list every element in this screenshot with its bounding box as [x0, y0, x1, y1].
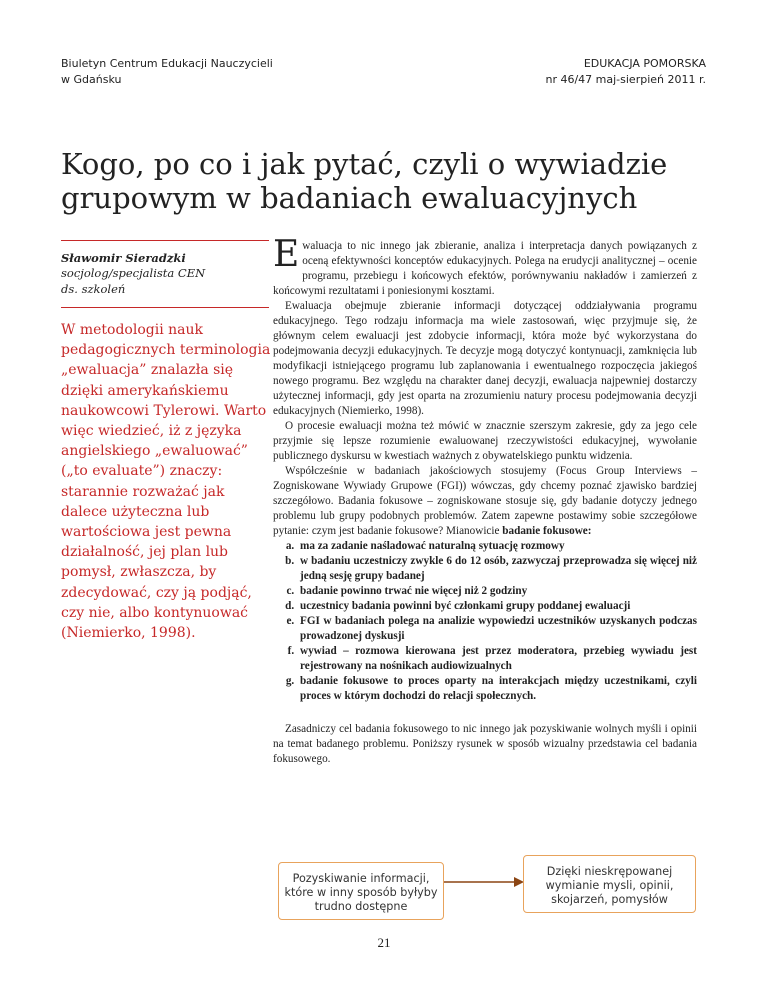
focus-list [273, 539, 697, 704]
header-journal: EDUKACJA POMORSKA [583, 57, 706, 70]
list-item: f. wywiad – rozmowa kierowana jest przez moderatora, przebieg wywiadu jest rejestrowany na nośnikach audiowizualnych [297, 644, 697, 674]
author-block [61, 240, 269, 308]
arrow-right-icon [444, 875, 524, 889]
header-city: w Gdańsku [61, 73, 122, 86]
diagram-box-left: Pozyskiwanie informacji, które w inny sposób byłyby trudno dostępne [278, 862, 444, 920]
article-title: Kogo, po co i jak pytać, czyli o wywiadzie grupowym w badaniach ewaluacyjnych [61, 147, 668, 215]
running-header-right [545, 56, 706, 88]
list-item: b. w badaniu uczestniczy zwykle 6 do 12 osób, zazwyczaj przeprowadza się więcej niż jedną sesję grupy badanej [297, 554, 697, 584]
paragraph-2: Ewaluacja obejmuje zbieranie informacji dotyczącej oddziaływania programu edukacyjnego. Tego rodzaju informacja ma wiele zastosowań, więc przyjmuje się, że głównym celem ewaluacji jest zdobycie informacji, która może być wykorzystana do podejmowania decyzji edukacyjnych. Te decyzje mogą dotyczyć kontynuacji, zamknięcia lub modyfikacji istniejącego programu lub zaplanowania i ewentualnego rozpoczęcia jakiegoś nowego programu. Bez względu na charakter danej decyzji, ewaluacja najpewniej dostarczy użytecznej informacji, gdy jest oparta na zrozumieniu natury procesu podejmowania decyzji edukacyjnych (Niemierko, 1998). [273, 300, 697, 417]
page-number: 21 [377, 935, 391, 950]
paragraph-5: Zasadniczy cel badania fokusowego to nic innego jak pozyskiwanie wolnych myśli i opinii na temat badanego problemu. Poniższy rysunek w sposób wizualny przedstawia cel badania fokusowego. [273, 723, 697, 765]
article-body [273, 234, 697, 767]
paragraph-4: Współcześnie w badaniach jakościowych stosujemy (Focus Group Interviews – Zogniskowane Wywiady Grupowe (FGI)) wówczas, gdy chcemy poznać zjawisko bardziej szczegółowo. Badania fokusowe – zogniskowane stosuje się, gdy badanie dotyczy jednego problemu lub grupy podobnych problemów. Zatem zapewne postawimy sobie szczegółowe pytanie: czym jest badanie fokusowe? Mianowicie badanie fokusowe: [273, 465, 697, 537]
list-item: e. FGI w badaniach polega na analizie wypowiedzi uczestników uzyskanych podczas prowadzonej dyskusji [297, 614, 697, 644]
running-header-left [61, 56, 273, 88]
list-item: d. uczestnicy badania powinni być członkami grupy poddanej ewaluacji [297, 599, 697, 614]
divider [61, 307, 269, 308]
author-role-2: ds. szkoleń [61, 282, 126, 296]
sidebar-quote [61, 320, 273, 643]
bold-term: badanie fokusowe: [502, 525, 592, 537]
paragraph-1: Ewaluacja to nic innego jak zbieranie, analiza i interpretacja danych powiązanych z oceną efektywności konceptów edukacyjnych. Polega na erudycji analitycznej – ocenie programu, przebiegu i końcowych efektów, porównywaniu nakładów i zamierzeń z końcowymi rezultatami i poniesionymi kosztami. [273, 234, 697, 297]
divider [61, 240, 269, 241]
list-item: a. ma za zadanie naśladować naturalną sytuację rozmowy [297, 539, 697, 554]
sidebar-quote-text: W metodologii nauk pedagogicznych terminologia „ewaluacja” znalazła się dzięki amerykańskiemu naukowcowi Tylerowi. Warto więc wiedzieć, iż z języka angielskiego „ewaluować” („to evaluate”) znaczy: starannie rozważać jak dalece użyteczna lub wartościowa jest pewna działalność, jej plan lub pomysł, zwłaszcza, by zdecydować, czy ją podjąć, czy nie, albo kontynuować (Niemierko, 1998). [61, 322, 271, 642]
list-item: c. badanie powinno trwać nie więcej niż 2 godziny [297, 584, 697, 599]
author-name: Sławomir Sieradzki [61, 251, 186, 265]
header-publication: Biuletyn Centrum Edukacji Nauczycieli [61, 57, 273, 70]
paragraph-3: O procesie ewaluacji można też mówić w znacznie szerszym zakresie, gdy za jego cele przyjmie się lepsze rozumienie ewaluowanej rzeczywistości edukacyjnej, wywołanie publicznego dyskursu w kwestiach ważnych z obywatelskiego punktu widzenia. [273, 420, 697, 462]
list-item: g. badanie fokusowe to proces oparty na interakcjach między uczestnikami, czyli proces w którym dochodzi do relacji społecznych. [297, 674, 697, 704]
author-role: socjolog/specjalista CEN [61, 266, 206, 280]
diagram-box-right: Dzięki nieskrępowanej wymianie mysli, opinii, skojarzeń, pomysłów [523, 855, 696, 913]
drop-cap: E [273, 234, 300, 275]
header-issue: nr 46/47 maj-sierpień 2011 r. [545, 73, 706, 86]
